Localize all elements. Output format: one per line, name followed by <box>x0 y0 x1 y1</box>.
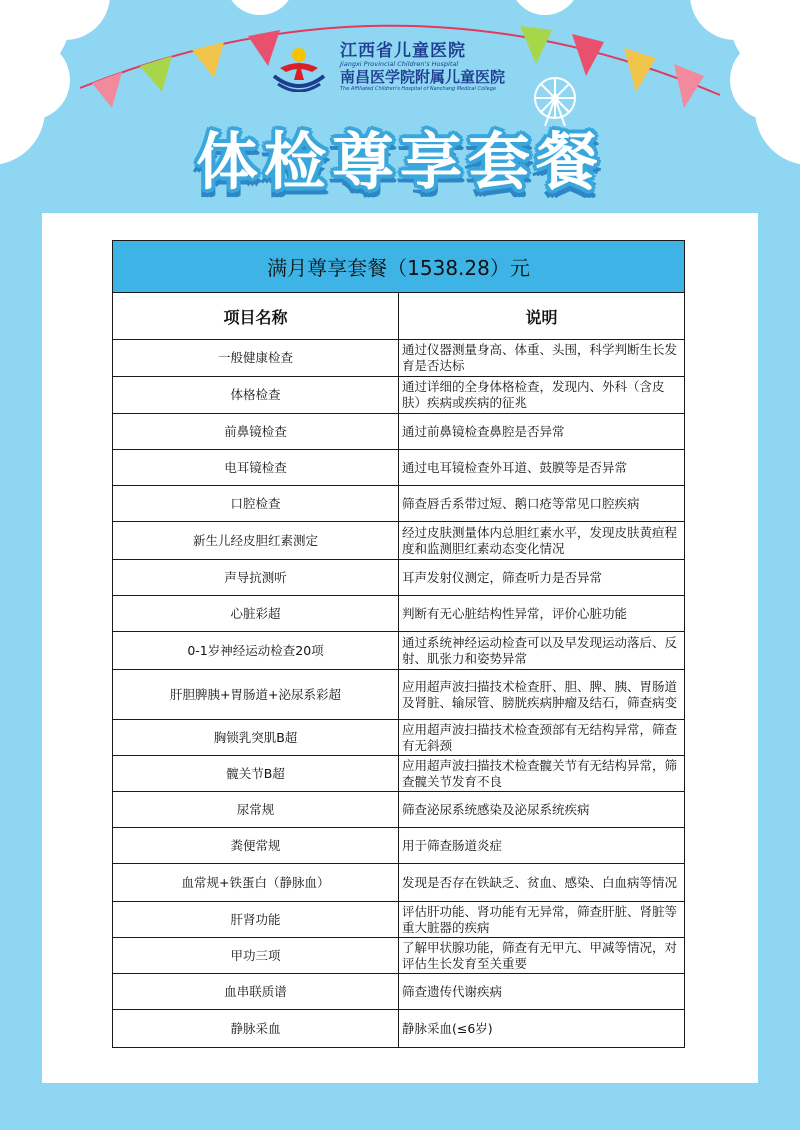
item-description: 通过详细的全身体格检查，发现内、外科（含皮肤）疾病或疾病的征兆 <box>399 377 685 414</box>
hospital-emblem-icon <box>268 46 330 92</box>
table-row <box>113 486 685 522</box>
item-name: 声导抗测听 <box>113 560 399 596</box>
table-row <box>113 864 685 902</box>
item-description: 通过仪器测量身高、体重、头围，科学判断生长发育是否达标 <box>399 340 685 377</box>
item-name: 胸锁乳突肌B超 <box>113 720 399 756</box>
package-table <box>112 240 685 1048</box>
item-description: 发现是否存在铁缺乏、贫血、感染、白血病等情况 <box>399 864 685 902</box>
item-description: 应用超声波扫描技术检查髋关节有无结构异常，筛查髋关节发育不良 <box>399 756 685 792</box>
item-description: 筛查泌尿系统感染及泌尿系统疾病 <box>399 792 685 828</box>
item-description: 筛查唇舌系带过短、鹅口疮等常见口腔疾病 <box>399 486 685 522</box>
table-row <box>113 1010 685 1048</box>
table-row <box>113 632 685 670</box>
table-row <box>113 340 685 377</box>
item-name: 血串联质谱 <box>113 974 399 1010</box>
item-name: 一般健康检查 <box>113 340 399 377</box>
table-row <box>113 938 685 974</box>
item-name: 尿常规 <box>113 792 399 828</box>
item-name: 前鼻镜检查 <box>113 414 399 450</box>
item-name: 肝胆脾胰+胃肠道+泌尿系彩超 <box>113 670 399 720</box>
column-header-desc: 说明 <box>399 293 685 340</box>
page-title: 体检尊享套餐 <box>195 125 604 198</box>
hospital-name-cn: 江西省儿童医院 <box>340 41 466 61</box>
item-name: 甲功三项 <box>113 938 399 974</box>
item-name: 0-1岁神经运动检查20项 <box>113 632 399 670</box>
table-row <box>113 560 685 596</box>
item-name: 静脉采血 <box>113 1010 399 1048</box>
item-description: 通过系统神经运动检查可以及早发现运动落后、反射、肌张力和姿势异常 <box>399 632 685 670</box>
table-row <box>113 670 685 720</box>
affiliation-en: The Affiliated Children's Hospital of Nanchang Medical College <box>340 86 497 92</box>
item-name: 体格检查 <box>113 377 399 414</box>
item-description: 评估肝功能、肾功能有无异常，筛查肝脏、肾脏等重大脏器的疾病 <box>399 902 685 938</box>
item-name: 血常规+铁蛋白（静脉血） <box>113 864 399 902</box>
table-row <box>113 756 685 792</box>
table-row <box>113 596 685 632</box>
table-row <box>113 828 685 864</box>
item-description: 了解甲状腺功能，筛查有无甲亢、甲减等情况，对评估生长发育至关重要 <box>399 938 685 974</box>
table-row <box>113 522 685 560</box>
package-caption-row <box>113 241 685 293</box>
item-description: 经过皮肤测量体内总胆红素水平，发现皮肤黄疸程度和监测胆红素动态变化情况 <box>399 522 685 560</box>
hospital-name-en: Jiangxi Provincial Children's Hospital <box>340 60 459 68</box>
item-name: 电耳镜检查 <box>113 450 399 486</box>
item-name: 新生儿经皮胆红素测定 <box>113 522 399 560</box>
item-description: 应用超声波扫描技术检查肝、胆、脾、胰、胃肠道及肾脏、输尿管、膀胱疾病肿瘤及结石，筛查病变 <box>399 670 685 720</box>
item-description: 判断有无心脏结构性异常，评价心脏功能 <box>399 596 685 632</box>
item-description: 筛查遗传代谢疾病 <box>399 974 685 1010</box>
table-row <box>113 792 685 828</box>
table-row <box>113 414 685 450</box>
item-name: 心脏彩超 <box>113 596 399 632</box>
column-header-item: 项目名称 <box>113 293 399 340</box>
table-row <box>113 450 685 486</box>
item-description: 静脉采血(≤6岁) <box>399 1010 685 1048</box>
item-name: 髋关节B超 <box>113 756 399 792</box>
item-description: 耳声发射仪测定，筛查听力是否异常 <box>399 560 685 596</box>
item-name: 粪便常规 <box>113 828 399 864</box>
package-caption: 满月尊享套餐（1538.28）元 <box>113 241 685 293</box>
item-description: 用于筛查肠道炎症 <box>399 828 685 864</box>
item-name: 口腔检查 <box>113 486 399 522</box>
table-header-row <box>113 293 685 340</box>
affiliation-cn: 南昌医学院附属儿童医院 <box>340 68 506 86</box>
table-row <box>113 974 685 1010</box>
hospital-logo <box>268 42 528 94</box>
item-description: 应用超声波扫描技术检查颈部有无结构异常，筛查有无斜颈 <box>399 720 685 756</box>
item-description: 通过电耳镜检查外耳道、鼓膜等是否异常 <box>399 450 685 486</box>
item-name: 肝肾功能 <box>113 902 399 938</box>
table-row <box>113 720 685 756</box>
table-row <box>113 377 685 414</box>
table-row <box>113 902 685 938</box>
item-description: 通过前鼻镜检查鼻腔是否异常 <box>399 414 685 450</box>
bottom-band <box>0 1083 800 1130</box>
